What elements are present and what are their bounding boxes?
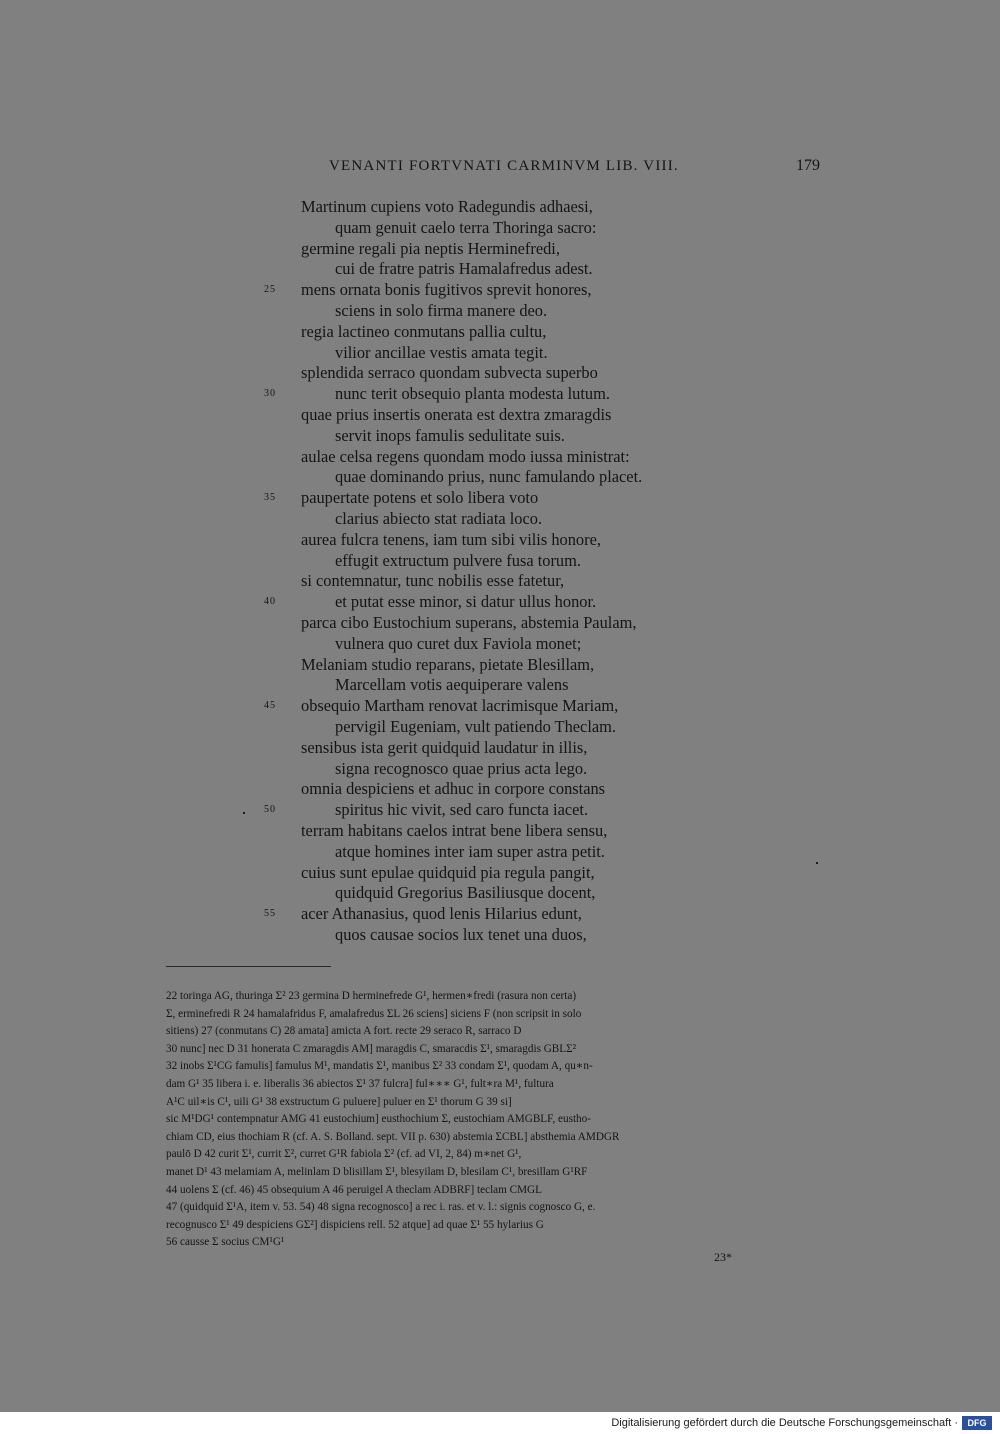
verse-line-text: germine regali pia neptis Herminefredi, (301, 238, 560, 258)
verse-line-text: effugit extructum pulvere fusa torum. (335, 550, 581, 570)
footnote-rule (166, 966, 331, 967)
verse-line (0, 530, 1000, 551)
apparatus-line: A¹C uil∗is C¹, uili G¹ 38 exstructum G puluere] puluer en Σ¹ thorum G 39 si] (166, 1095, 512, 1108)
scan-speck (816, 862, 818, 864)
verse-line-text: cui de fratre patris Hamalafredus adest. (335, 259, 593, 279)
critical-apparatus (166, 988, 822, 1252)
verse-line-text: quae dominando prius, nunc famulando placet. (335, 467, 643, 487)
verse-line-text: quam genuit caelo terra Thoringa sacro: (335, 217, 597, 237)
verse-line-text: acer Athanasius, quod lenis Hilarius edunt, (301, 904, 582, 924)
verse-line (0, 738, 1000, 759)
verse-line-text: Martinum cupiens voto Radegundis adhaesi, (301, 197, 593, 216)
page-number: 179 (796, 157, 820, 174)
verse-line (0, 904, 1000, 925)
verse-line (0, 675, 1000, 696)
verse-line-text: Marcellam votis aequiperare valens (335, 675, 569, 695)
verse-text (0, 197, 1000, 946)
verse-line (0, 634, 1000, 655)
verse-line-text: terram habitans caelos intrat bene libera sensu, (301, 820, 608, 840)
verse-line-text: parca cibo Eustochium superans, abstemia Paulam, (301, 612, 637, 632)
apparatus-line: 47 (quidquid Σ¹A, item v. 53. 54) 48 signa recognosco] a rec i. ras. et v. l.: signis cognosco G, e. (166, 1201, 596, 1214)
dfg-logo: DFG (962, 1416, 992, 1430)
verse-line (0, 883, 1000, 904)
verse-line (0, 322, 1000, 343)
verse-line (0, 447, 1000, 468)
verse-line-text: vilior ancillae vestis amata tegit. (335, 342, 548, 362)
verse-line-text: cuius sunt epulae quidquid pia regula pangit, (301, 862, 595, 882)
footer-band (0, 1412, 1000, 1434)
verse-line (0, 759, 1000, 780)
verse-line (0, 343, 1000, 364)
footer-credit: Digitalisierung gefördert durch die Deutsche Forschungsgemeinschaft · (611, 1417, 958, 1429)
verse-line-text: si contemnatur, tunc nobilis esse fatetur, (301, 571, 565, 591)
verse-line-text: mens ornata bonis fugitivos sprevit honores, (301, 280, 592, 300)
verse-line (0, 509, 1000, 530)
line-number: 55 (264, 908, 276, 920)
verse-line (0, 779, 1000, 800)
line-number: 25 (264, 284, 276, 296)
verse-line (0, 363, 1000, 384)
verse-line-text: et putat esse minor, si datur ullus honor. (335, 592, 597, 612)
verse-line-text: regia lactineo conmutans pallia cultu, (301, 321, 547, 341)
verse-line (0, 239, 1000, 260)
apparatus-line: recognusco Σ¹ 49 despiciens GΣ²] dispiciens rell. 52 atque] ad quae Σ¹ 55 hylarius G (166, 1218, 544, 1231)
verse-line-text: signa recognosco quae prius acta lego. (335, 758, 588, 778)
verse-line-text: vulnera quo curet dux Faviola monet; (335, 633, 582, 653)
apparatus-line: sitiens) 27 (conmutans C) 28 amata] amicta A fort. recte 29 seraco R, sarraco D (166, 1025, 522, 1038)
verse-line (0, 426, 1000, 447)
verse-line (0, 467, 1000, 488)
verse-line (0, 717, 1000, 738)
verse-line (0, 592, 1000, 613)
apparatus-line: 56 causse Σ socius CM¹G¹ (166, 1236, 285, 1249)
verse-line-text: nunc terit obsequio planta modesta lutum. (335, 384, 610, 404)
verse-line-text: obsequio Martham renovat lacrimisque Mariam, (301, 696, 619, 716)
verse-line-text: quae prius insertis onerata est dextra zmaragdis (301, 404, 612, 424)
verse-line-text: quos causae socios lux tenet una duos, (335, 924, 587, 944)
apparatus-line: chiam CD, eius thochiam R (cf. A. S. Bolland. sept. VII p. 630) abstemia ΣCBL] absthemia AMDGR (166, 1130, 620, 1143)
verse-line (0, 863, 1000, 884)
verse-line (0, 405, 1000, 426)
verse-line (0, 800, 1000, 821)
line-number: 45 (264, 700, 276, 712)
verse-line (0, 571, 1000, 592)
apparatus-line: Σ, erminefredi R 24 hamalafridus F, amalafredus ΣL 26 sciens] siciens F (non scripsit in solo (166, 1007, 582, 1020)
verse-line (0, 218, 1000, 239)
verse-line (0, 280, 1000, 301)
verse-line (0, 613, 1000, 634)
verse-line (0, 301, 1000, 322)
verse-line-text: clarius abiecto stat radiata loco. (335, 508, 543, 528)
verse-line (0, 925, 1000, 946)
apparatus-line: sic M¹DG¹ contempnatur AMG 41 eustochium] eusthochium Σ, eustochiam AMGBLF, eustho- (166, 1113, 591, 1126)
apparatus-line: 22 toringa AG, thuringa Σ² 23 germina D herminefrede G¹, hermen∗fredi (rasura non certa) (166, 990, 577, 1002)
verse-line-text: splendida serraco quondam subvecta superbo (301, 363, 598, 383)
page-header (0, 158, 1000, 180)
verse-line-text: sensibus ista gerit quidquid laudatur in illis, (301, 737, 588, 757)
verse-line-text: Melaniam studio reparans, pietate Blesillam, (301, 654, 595, 674)
verse-line-text: aurea fulcra tenens, iam tum sibi vilis honore, (301, 529, 601, 549)
apparatus-line: paulō D 42 curit Σ¹, currit Σ², curret G¹R fabiola Σ² (cf. ad VI, 2, 84) m∗net G¹, (166, 1148, 522, 1161)
line-number: 40 (264, 596, 276, 608)
apparatus-line: dam G¹ 35 libera i. e. liberalis 36 abiectos Σ¹ 37 fulcra] ful∗∗∗ G¹, fult∗ra M¹, fultura (166, 1077, 554, 1090)
verse-line (0, 842, 1000, 863)
line-number: 50 (264, 804, 276, 816)
apparatus-line: 32 inobs Σ¹CG famulis] famulus M¹, mandatis Σ¹, manibus Σ² 33 condam Σ¹, quodam A, qu∗n- (166, 1060, 593, 1073)
apparatus-line: manet D¹ 43 melamiam A, melinlam D blisillam Σ¹, blesyilam D, blesilam C¹, bresillam G¹RF (166, 1165, 588, 1178)
verse-line-text: servit inops famulis sedulitate suis. (335, 425, 565, 445)
verse-line (0, 551, 1000, 572)
verse-line-text: spiritus hic vivit, sed caro functa iacet. (335, 800, 589, 820)
verse-line (0, 259, 1000, 280)
verse-line (0, 696, 1000, 717)
scan-speck (243, 812, 245, 814)
verse-line (0, 384, 1000, 405)
verse-line-text: atque homines inter iam super astra petit. (335, 841, 605, 861)
verse-line-text: aulae celsa regens quondam modo iussa ministrat: (301, 446, 630, 466)
verse-line (0, 488, 1000, 509)
apparatus-line: 44 uolens Σ (cf. 46) 45 obsequium A 46 peruigel A theclam ADBRF] teclam CMGL (166, 1183, 542, 1196)
verse-line (0, 197, 1000, 218)
signature-mark: 23* (714, 1250, 732, 1264)
verse-line-text: omnia despiciens et adhuc in corpore constans (301, 779, 606, 799)
verse-line (0, 655, 1000, 676)
apparatus-line: 30 nunc] nec D 31 honerata C zmaragdis AM] maragdis C, smaracdis Σ¹, smaragdis GBLΣ² (166, 1042, 576, 1055)
verse-line-text: quidquid Gregorius Basiliusque docent, (335, 883, 596, 903)
verse-line-text: paupertate potens et solo libera voto (301, 488, 539, 508)
verse-line-text: sciens in solo firma manere deo. (335, 300, 548, 320)
line-number: 35 (264, 492, 276, 504)
verse-line-text: pervigil Eugeniam, vult patiendo Theclam. (335, 716, 616, 736)
running-title: VENANTI FORTVNATI CARMINVM LIB. VIII. (329, 158, 679, 174)
line-number: 30 (264, 388, 276, 400)
verse-line (0, 821, 1000, 842)
